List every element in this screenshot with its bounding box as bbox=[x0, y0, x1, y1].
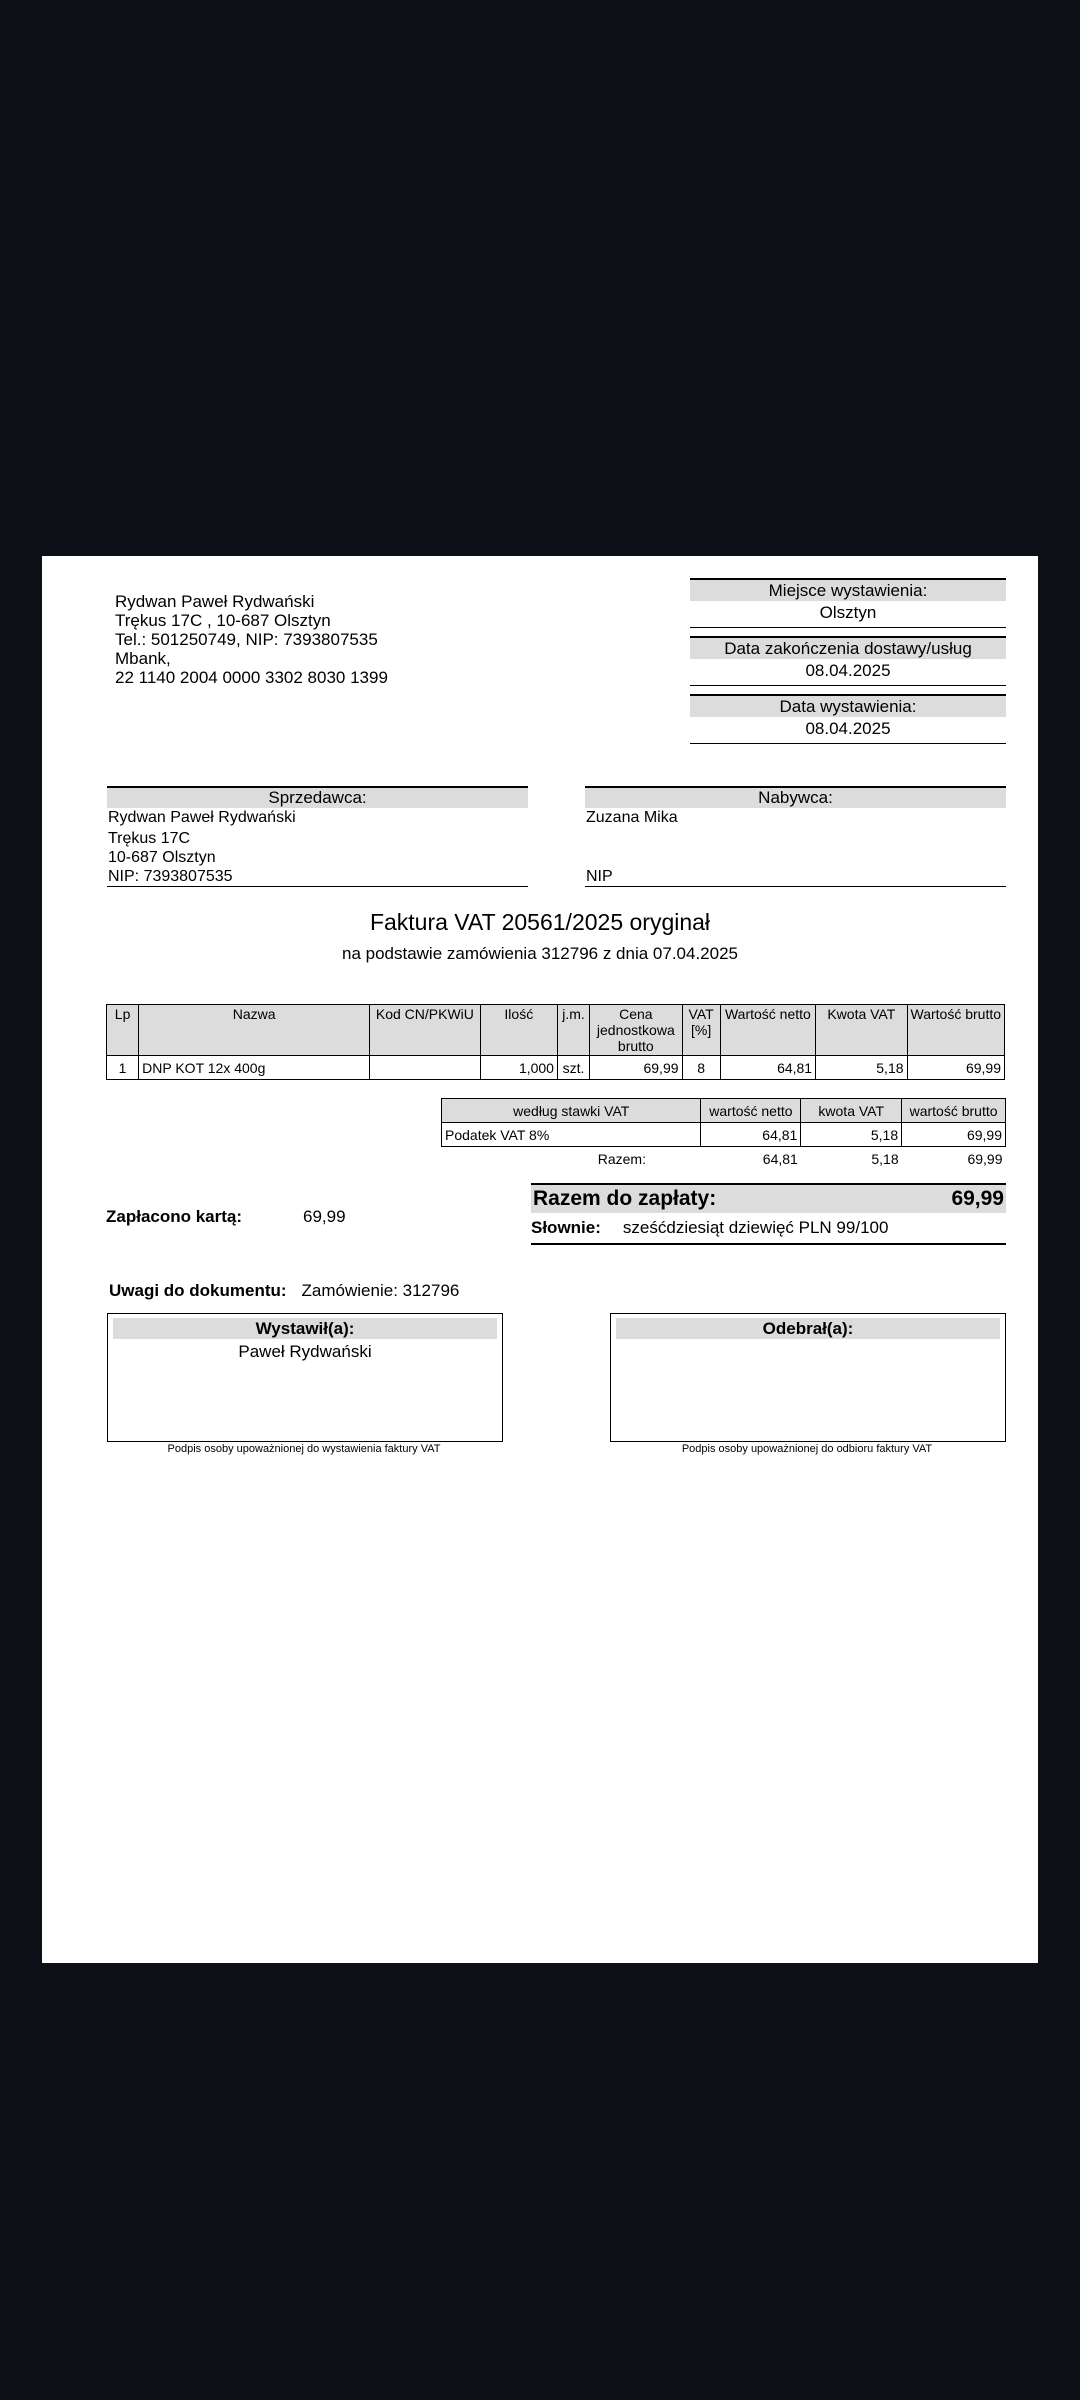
buyer-nip-label: NIP bbox=[586, 868, 613, 885]
words-label: Słownie: bbox=[531, 1218, 601, 1237]
col-code: Kod CN/PKWiU bbox=[370, 1005, 480, 1056]
seller-label: Sprzedawca: bbox=[107, 786, 528, 808]
issuer-signature-box bbox=[107, 1313, 503, 1442]
cell-gross: 69,99 bbox=[907, 1056, 1004, 1080]
vat-header-row bbox=[442, 1099, 1006, 1123]
words-value: sześćdziesiąt dziewięć PLN 99/100 bbox=[622, 1218, 889, 1237]
issuer-label: Wystawił(a): bbox=[113, 1318, 497, 1339]
col-qty: Ilość bbox=[480, 1005, 557, 1056]
seller-header-address: Trękus 17C , 10-687 Olsztyn bbox=[115, 611, 331, 630]
payment-value: 69,99 bbox=[303, 1207, 346, 1226]
total-bar bbox=[531, 1183, 1006, 1213]
col-net: Wartość netto bbox=[720, 1005, 815, 1056]
vat-net: 64,81 bbox=[701, 1123, 801, 1147]
vat-col-rate: według stawki VAT bbox=[442, 1099, 701, 1123]
seller-header-contact: Tel.: 501250749, NIP: 7393807535 bbox=[115, 630, 378, 649]
seller-name: Rydwan Paweł Rydwański bbox=[108, 809, 296, 826]
vat-vat: 5,18 bbox=[801, 1123, 902, 1147]
amount-in-words bbox=[531, 1213, 1006, 1245]
issue-date-value: 08.04.2025 bbox=[690, 717, 1006, 744]
seller-section bbox=[107, 786, 528, 887]
seller-header-account: 22 1140 2004 0000 3302 8030 1399 bbox=[115, 668, 388, 687]
cell-vat-amount: 5,18 bbox=[816, 1056, 907, 1080]
payment-label: Zapłacono kartą: bbox=[106, 1207, 243, 1226]
seller-header-bank: Mbank, bbox=[115, 649, 171, 668]
buyer-address-redacted bbox=[585, 829, 1006, 848]
document-notes bbox=[109, 1281, 459, 1301]
receiver-label: Odebrał(a): bbox=[616, 1318, 1000, 1339]
vat-sum-label: Razem: bbox=[597, 1150, 646, 1167]
cell-lp: 1 bbox=[107, 1056, 139, 1080]
items-header-row bbox=[107, 1005, 1005, 1056]
seller-nip: NIP: 7393807535 bbox=[108, 868, 233, 885]
total-label: Razem do zapłaty: bbox=[533, 1187, 717, 1210]
place-label: Miejsce wystawienia: bbox=[690, 578, 1006, 601]
col-vat: VAT [%] bbox=[682, 1005, 720, 1056]
invoice-meta bbox=[690, 578, 1006, 744]
seller-header-name: Rydwan Paweł Rydwański bbox=[115, 592, 315, 611]
cell-price: 69,99 bbox=[590, 1056, 682, 1080]
issuer-caption: Podpis osoby upoważnionej do wystawienia faktury VAT bbox=[167, 1443, 441, 1455]
invoice-title: Faktura VAT 20561/2025 oryginał bbox=[369, 909, 711, 935]
col-lp: Lp bbox=[107, 1005, 139, 1056]
buyer-section bbox=[585, 786, 1006, 887]
col-vat-amount: Kwota VAT bbox=[816, 1005, 907, 1056]
cell-unit: szt. bbox=[557, 1056, 589, 1080]
col-unit: j.m. bbox=[557, 1005, 589, 1056]
receiver-caption: Podpis osoby upoważnionej do odbioru faktury VAT bbox=[681, 1443, 933, 1455]
vat-gross: 69,99 bbox=[902, 1123, 1006, 1147]
items-table bbox=[106, 1004, 1005, 1080]
delivery-date-label: Data zakończenia dostawy/usług bbox=[690, 636, 1006, 659]
issue-date-label: Data wystawienia: bbox=[690, 694, 1006, 717]
buyer-city-redacted bbox=[585, 848, 1006, 867]
cell-code bbox=[370, 1056, 480, 1080]
buyer-label: Nabywca: bbox=[585, 786, 1006, 808]
total-section bbox=[531, 1183, 1006, 1245]
vat-col-vat: kwota VAT bbox=[801, 1099, 902, 1123]
cell-vat: 8 bbox=[682, 1056, 720, 1080]
table-row bbox=[442, 1123, 1006, 1147]
receiver-signature-box bbox=[610, 1313, 1006, 1442]
vat-sum-net: 64,81 bbox=[762, 1150, 798, 1167]
vat-col-gross: wartość brutto bbox=[902, 1099, 1006, 1123]
notes-label: Uwagi do dokumentu: bbox=[109, 1281, 287, 1300]
invoice-subtitle: na podstawie zamówienia 312796 z dnia 07.04.2025 bbox=[341, 944, 738, 963]
notes-value: Zamówienie: 312796 bbox=[301, 1281, 460, 1300]
vat-sum-gross: 69,99 bbox=[967, 1150, 1003, 1167]
delivery-date-value: 08.04.2025 bbox=[690, 659, 1006, 686]
vat-summary-table bbox=[441, 1098, 1006, 1170]
invoice-page bbox=[42, 556, 1038, 1963]
cell-name: DNP KOT 12x 400g bbox=[139, 1056, 370, 1080]
col-name: Nazwa bbox=[139, 1005, 370, 1056]
buyer-name: Zuzana Mika bbox=[586, 809, 678, 826]
place-value: Olsztyn bbox=[690, 601, 1006, 628]
seller-street: Trękus 17C bbox=[108, 830, 191, 847]
vat-sum-row bbox=[442, 1147, 1006, 1171]
col-gross: Wartość brutto bbox=[907, 1005, 1004, 1056]
seller-header bbox=[115, 592, 388, 687]
issuer-name: Paweł Rydwański bbox=[238, 1342, 372, 1361]
vat-rate: Podatek VAT 8% bbox=[442, 1123, 701, 1147]
table-row bbox=[107, 1056, 1005, 1080]
col-price: Cena jednostkowa brutto bbox=[590, 1005, 682, 1056]
cell-qty: 1,000 bbox=[480, 1056, 557, 1080]
seller-city: 10-687 Olsztyn bbox=[108, 849, 216, 866]
total-value: 69,99 bbox=[951, 1187, 1004, 1210]
vat-col-net: wartość netto bbox=[701, 1099, 801, 1123]
cell-net: 64,81 bbox=[720, 1056, 815, 1080]
vat-sum-vat: 5,18 bbox=[871, 1150, 899, 1167]
